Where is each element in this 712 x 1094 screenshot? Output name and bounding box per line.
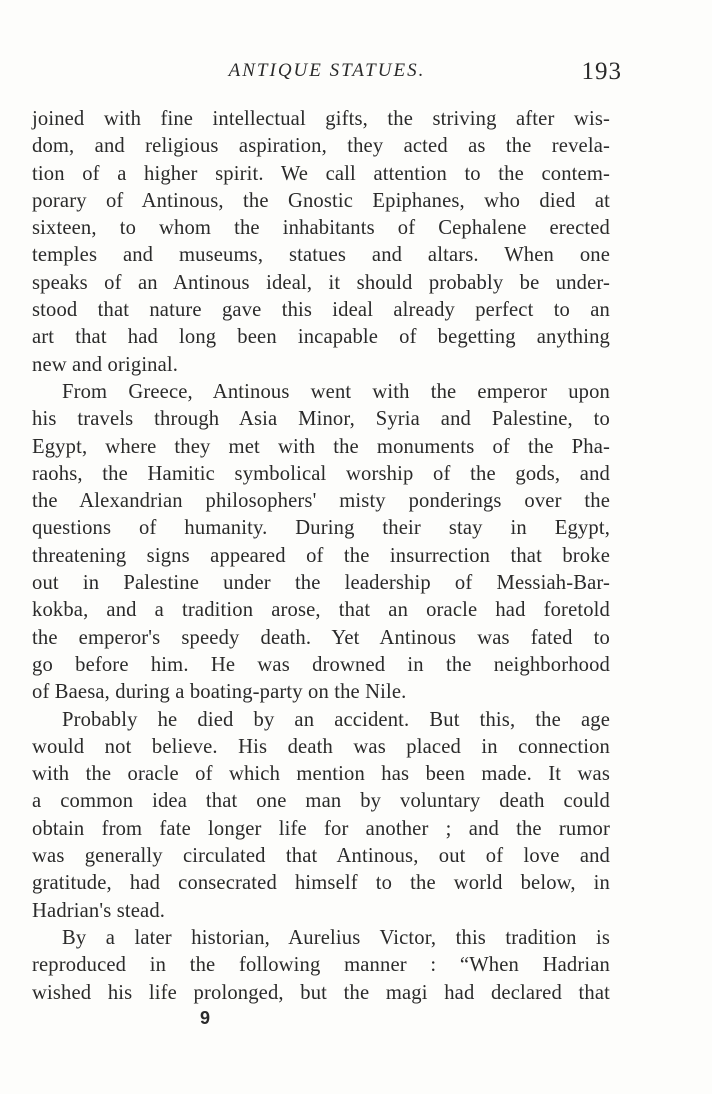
body-text [32,106,610,1007]
text-line: dom, and religious aspiration, they acted as the revela- [32,135,610,158]
text-line: tion of a higher spirit. We call attention to the contem- [32,162,610,185]
page-number: 193 [581,58,622,85]
text-line: threatening signs appeared of the insurrection that broke [32,544,610,567]
text-line: porary of Antinous, the Gnostic Epiphanes, who died at [32,189,610,212]
page-header [32,58,622,88]
text-line: his travels through Asia Minor, Syria and Palestine, to [32,408,610,431]
text-line: reproduced in the following manner : “When Hadrian [32,954,610,977]
text-line: of Baesa, during a boating-party on the Nile. [32,681,407,704]
text-line: art that had long been incapable of begetting anything [32,326,610,349]
signature-mark: 9 [200,1008,211,1028]
text-line: the Alexandrian philosophers' misty ponderings over the [32,490,610,513]
text-line: By a later historian, Aurelius Victor, this tradition is [62,926,610,949]
text-line: speaks of an Antinous ideal, it should probably be under- [32,271,610,294]
text-line: kokba, and a tradition arose, that an oracle had foretold [32,599,610,622]
text-line: raohs, the Hamitic symbolical worship of the gods, and [32,462,610,485]
text-line: would not believe. His death was placed in connection [32,735,610,758]
text-line: go before him. He was drowned in the neighborhood [32,653,610,676]
text-line: From Greece, Antinous went with the emperor upon [62,380,610,403]
text-line: Probably he died by an accident. But this, the age [62,708,610,731]
text-line: new and original. [32,353,179,376]
text-line: was generally circulated that Antinous, out of love and [32,845,610,868]
text-line: with the oracle of which mention has been made. It was [32,763,610,786]
text-line: Hadrian's stead. [32,899,166,922]
running-head: ANTIQUE STATUES. [228,60,426,81]
text-line: wished his life prolonged, but the magi had declared that [32,981,610,1004]
text-line: a common idea that one man by voluntary death could [32,790,610,813]
text-line: gratitude, had consecrated himself to the world below, in [32,872,610,895]
text-line: temples and museums, statues and altars. When one [32,244,610,267]
text-line: out in Palestine under the leadership of Messiah-Bar- [32,572,610,595]
text-line: Egypt, where they met with the monuments of the Pha- [32,435,610,458]
text-line: obtain from fate longer life for another ; and the rumor [32,817,610,840]
text-line: joined with fine intellectual gifts, the striving after wis- [32,108,610,130]
text-line: sixteen, to whom the inhabitants of Cephalene erected [32,217,610,240]
text-line: stood that nature gave this ideal already perfect to an [32,299,610,322]
text-line: questions of humanity. During their stay in Egypt, [32,517,610,540]
text-line: the emperor's speedy death. Yet Antinous was fated to [32,626,610,649]
